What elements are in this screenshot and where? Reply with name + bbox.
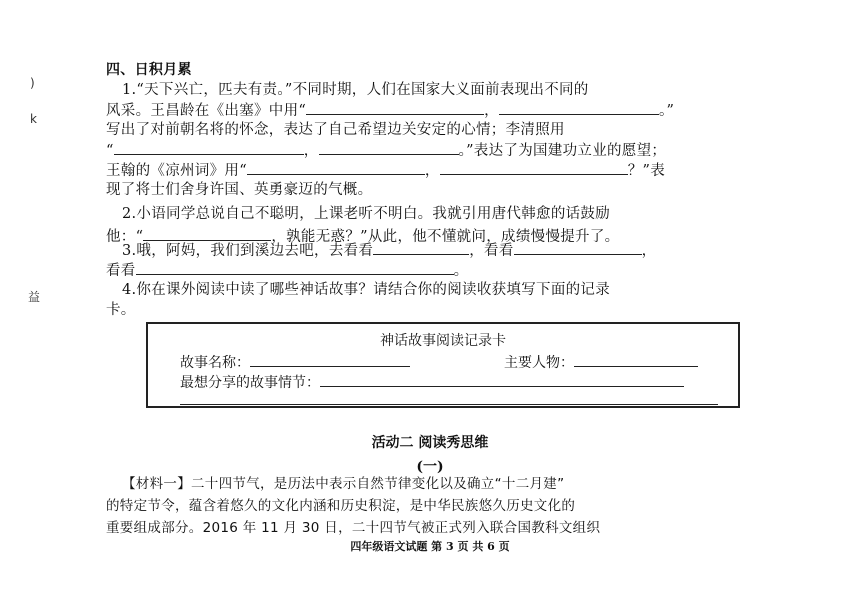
answer-blank[interactable]: [143, 226, 271, 241]
answer-blank[interactable]: [114, 140, 304, 155]
material-line: 重要组成部分。2016 年 11 月 30 日，二十四节气被正式列入联合国教科文组织: [106, 520, 601, 536]
q4-line: 卡。: [106, 302, 136, 318]
q1-line: 现了将士们舍身许国、英勇豪迈的气概。: [106, 182, 373, 198]
margin-mark: 益: [28, 290, 41, 304]
card-row-plot-continued: [180, 390, 718, 409]
answer-blank[interactable]: [514, 240, 642, 255]
q1-line: [106, 160, 756, 181]
answer-blank[interactable]: [373, 240, 469, 255]
q3-text: ，: [641, 243, 657, 259]
margin-mark: k: [30, 112, 37, 126]
q3-text: ，看看: [469, 243, 514, 259]
q3-line: [106, 260, 756, 281]
q1-text: ？”表: [627, 163, 666, 179]
characters-field[interactable]: [574, 352, 698, 367]
q4-line: 4.你在课外阅读中读了哪些神话故事？请结合你的阅读收获填写下面的记录: [122, 282, 611, 298]
answer-blank[interactable]: [499, 100, 659, 115]
q1-line: [106, 100, 756, 121]
q1-text: ，: [424, 163, 440, 179]
activity-subheading: (一): [416, 459, 444, 475]
answer-blank[interactable]: [306, 100, 484, 115]
q3-text: 3.哦，阿妈，我们到溪边去吧，去看看: [122, 243, 374, 259]
answer-blank[interactable]: [247, 160, 425, 175]
card-row-story: [180, 352, 410, 372]
q1-text: ，: [303, 143, 319, 159]
q2-line: 2.小语同学总说自己不聪明，上课老听不明白。我就引用唐代韩愈的话鼓励: [122, 206, 611, 222]
q1-text: 风采。王昌龄在《出塞》中用“: [106, 103, 307, 119]
plot-field-line2[interactable]: [180, 390, 718, 405]
answer-blank[interactable]: [440, 160, 628, 175]
answer-blank[interactable]: [136, 260, 454, 275]
story-name-field[interactable]: [250, 352, 410, 367]
activity-heading: 活动二 阅读秀思维: [371, 435, 489, 451]
reading-record-card: [146, 322, 740, 408]
q1-text: 王翰的《凉州词》用“: [106, 163, 247, 179]
material-line: 【材料一】二十四节气，是历法中表示自然节律变化以及确立“十二月建”: [122, 476, 565, 492]
section-heading: 四、日积月累: [106, 62, 192, 78]
q1-text: 。”表达了为国建功立业的愿望；: [458, 143, 667, 159]
q1-text: 。”: [658, 103, 675, 119]
q1-text: “: [106, 143, 114, 159]
q3-line: [122, 240, 772, 261]
characters-label: 主要人物：: [504, 355, 574, 371]
story-name-label: 故事名称：: [180, 355, 250, 371]
q3-text: 看看: [106, 263, 136, 279]
plot-field[interactable]: [320, 372, 684, 387]
card-row-characters: [504, 352, 698, 372]
q1-line: [106, 140, 756, 161]
card-row-plot: [180, 372, 684, 392]
page-footer: 四年级语文试题 第 3 页 共 6 页: [350, 540, 510, 553]
q1-text: ，: [484, 103, 499, 119]
plot-label: 最想分享的故事情节：: [180, 375, 320, 391]
q2-text: ，孰能无惑？”从此，他不懂就问，成绩慢慢提升了。: [271, 229, 620, 245]
card-title: 神话故事阅读记录卡: [380, 333, 506, 349]
answer-blank[interactable]: [319, 140, 459, 155]
margin-mark: ): [30, 76, 35, 90]
q1-line: 写出了对前朝名将的怀念，表达了自己希望边关安定的心情；李清照用: [106, 122, 565, 138]
material-line: 的特定节令，蕴含着悠久的文化内涵和历史积淀，是中华民族悠久历史文化的: [106, 498, 576, 514]
q1-line: 1.“天下兴亡，匹夫有责。”不同时期，人们在国家大义面前表现出不同的: [122, 82, 589, 98]
q2-text: 他：“: [106, 229, 144, 245]
q3-text: 。: [453, 263, 469, 279]
